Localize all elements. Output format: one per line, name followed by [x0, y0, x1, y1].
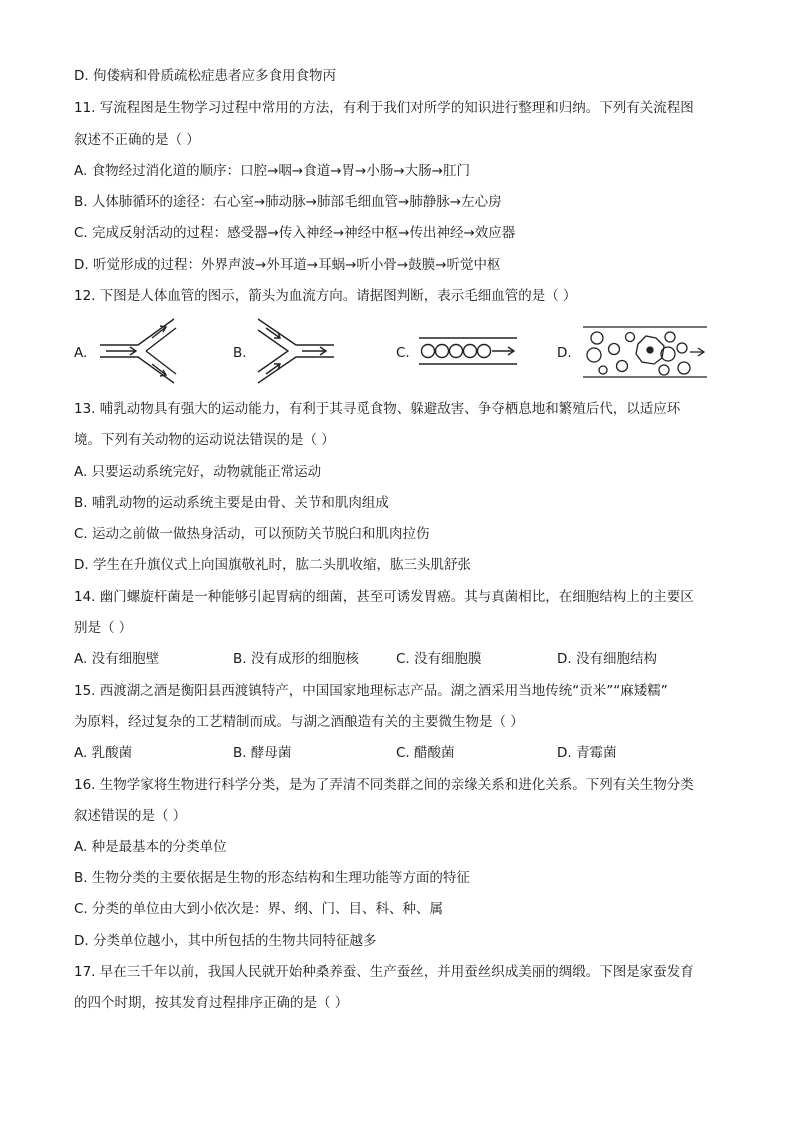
q15-stem-line1: 15. 西渡湖之酒是衡阳县西渡镇特产，中国国家地理标志产品。湖之酒采用当地传统“贡米”“麻矮糯” [74, 683, 668, 699]
q17-stem-line2: 的四个时期，按其发育过程排序正确的是（ ） [74, 995, 349, 1011]
q15-stem-line2: 为原料，经过复杂的工艺精制而成。与湖之酒酿造有关的主要微生物是（ ） [74, 714, 524, 730]
q12-label-d[interactable]: D. [557, 345, 572, 361]
vessel-d-figure [580, 322, 710, 382]
q16-option-d[interactable]: D. 分类单位越小，其中所包括的生物共同特征越多 [74, 933, 377, 949]
q12-stem: 12. 下图是人体血管的图示，箭头为血流方向。请据图判断，表示毛细血管的是（ ） [74, 288, 577, 304]
q11-stem-line1: 11. 写流程图是生物学习过程中常用的方法，有利于我们对所学的知识进行整理和归纳。下列有关流程图 [74, 100, 694, 116]
q14-option-b[interactable]: B. 没有成形的细胞核 [233, 651, 359, 667]
q14-option-d[interactable]: D. 没有细胞结构 [557, 651, 657, 667]
q11-option-c[interactable]: C. 完成反射活动的过程：感受器→传入神经→神经中枢→传出神经→效应器 [74, 225, 516, 241]
q10-option-d: D. 佝偻病和骨质疏松症患者应多食用食物丙 [74, 68, 336, 84]
q14-option-a[interactable]: A. 没有细胞壁 [74, 651, 160, 667]
q11-option-d[interactable]: D. 听觉形成的过程：外界声波→外耳道→耳蜗→听小骨→鼓膜→听觉中枢 [74, 257, 501, 273]
q13-stem-line2: 境。下列有关动物的运动说法错误的是（ ） [74, 432, 335, 448]
q14-stem-line1: 14. 幽门螺旋杆菌是一种能够引起胃病的细菌，甚至可诱发胃癌。其与真菌相比，在细胞结构上的主要区 [74, 589, 694, 605]
q14-option-c[interactable]: C. 没有细胞膜 [396, 651, 482, 667]
q16-stem-line2: 叙述错误的是（ ） [74, 808, 187, 824]
q11-option-b[interactable]: B. 人体肺循环的途径：右心室→肺动脉→肺部毛细血管→肺静脉→左心房 [74, 194, 502, 210]
q11-option-a[interactable]: A. 食物经过消化道的顺序：口腔→咽→食道→胃→小肠→大肠→肛门 [74, 163, 470, 179]
q14-stem-line2: 别是（ ） [74, 620, 133, 636]
vessel-b-figure [254, 316, 336, 386]
q16-stem-line1: 16. 生物学家将生物进行科学分类，是为了弄清不同类群之间的亲缘关系和进化关系。下列有关生物分类 [74, 777, 694, 793]
q15-option-d[interactable]: D. 青霉菌 [557, 745, 617, 761]
q12-label-b[interactable]: B. [233, 345, 247, 361]
q15-option-b[interactable]: B. 酵母菌 [233, 745, 292, 761]
q11-stem-line2: 叙述不正确的是（ ） [74, 132, 200, 148]
q16-option-c[interactable]: C. 分类的单位由大到小依次是：界、纲、门、目、科、种、属 [74, 901, 444, 917]
q16-option-b[interactable]: B. 生物分类的主要依据是生物的形态结构和生理功能等方面的特征 [74, 870, 470, 886]
q12-label-c[interactable]: C. [396, 345, 410, 361]
q13-option-c[interactable]: C. 运动之前做一做热身活动，可以预防关节脱臼和肌肉拉伤 [74, 526, 430, 542]
q12-label-a[interactable]: A. [74, 345, 88, 361]
q15-option-c[interactable]: C. 醋酸菌 [396, 745, 455, 761]
q13-option-d[interactable]: D. 学生在升旗仪式上向国旗敬礼时，肱二头肌收缩，肱三头肌舒张 [74, 557, 471, 573]
q16-option-a[interactable]: A. 种是最基本的分类单位 [74, 839, 227, 855]
vessel-a-figure [96, 316, 182, 386]
q17-stem-line1: 17. 早在三千年以前，我国人民就开始种桑养蚕、生产蚕丝，并用蚕丝织成美丽的绸缎。下图是家蚕发育 [74, 964, 694, 980]
q13-option-b[interactable]: B. 哺乳动物的运动系统主要是由骨、关节和肌肉组成 [74, 495, 389, 511]
vessel-c-figure [416, 334, 520, 368]
q13-stem-line1: 13. 哺乳动物具有强大的运动能力，有利于其寻觅食物、躲避敌害、争夺栖息地和繁殖后代，以适应环 [74, 401, 681, 417]
q15-option-a[interactable]: A. 乳酸菌 [74, 745, 133, 761]
q13-option-a[interactable]: A. 只要运动系统完好，动物就能正常运动 [74, 464, 322, 480]
